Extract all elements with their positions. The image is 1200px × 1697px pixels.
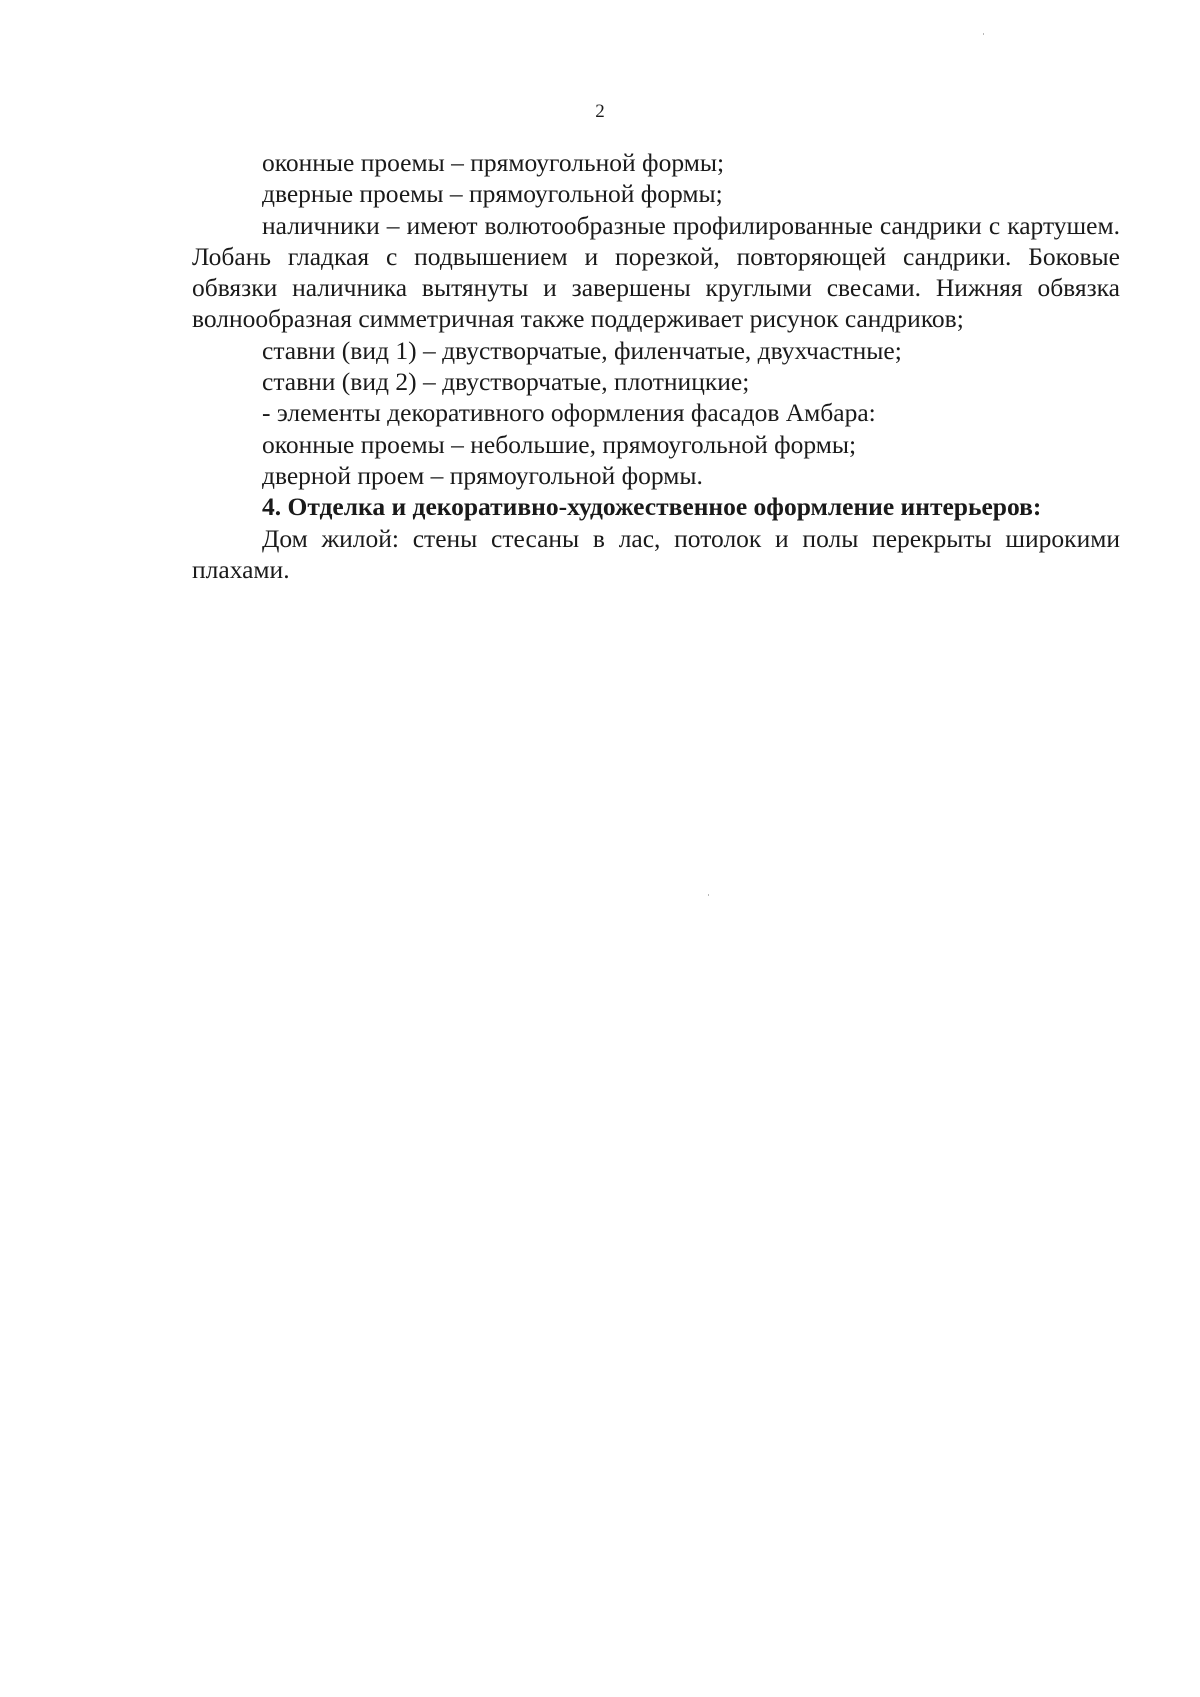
item-door-openings: дверные проемы – прямоугольной формы; bbox=[262, 179, 723, 209]
page-number: 2 bbox=[595, 101, 605, 122]
item-barn-window-openings: оконные проемы – небольшие, прямоугольной формы; bbox=[262, 429, 857, 459]
item-window-openings: оконные проемы – прямоугольной формы; bbox=[262, 148, 725, 177]
scan-speck bbox=[983, 33, 984, 35]
item-window-trims: наличники – имеют волютообразные профилированные сандрики с картушем. Лобань гладкая с подвышением и порезкой, повторяющей сандрики. Боковые обвязки наличника вытянуты и завершены круглыми свесами. Нижняя обвязка волнообразная симметричная также поддерживает рисунок сандриков; bbox=[192, 210, 1120, 334]
item-shutters-type-1: ставни (вид 1) – двустворчатые, филенчатые, двухчастные; bbox=[262, 335, 902, 365]
item-shutters-type-2: ставни (вид 2) – двустворчатые, плотницкие; bbox=[262, 367, 750, 397]
paragraph-residential-house: Дом жилой: стены стесаны в лас, потолок и полы перекрыты широкими плахами. bbox=[192, 523, 1120, 584]
item-barn-facade-elements: - элементы декоративного оформления фасадов Амбара: bbox=[262, 398, 876, 428]
document-body bbox=[192, 147, 1120, 585]
section-heading-interiors: 4. Отделка и декоративно-художественное оформление интерьеров: bbox=[262, 492, 1042, 522]
scan-speck bbox=[708, 894, 709, 896]
item-barn-door-opening: дверной проем – прямоугольной формы. bbox=[262, 460, 703, 490]
